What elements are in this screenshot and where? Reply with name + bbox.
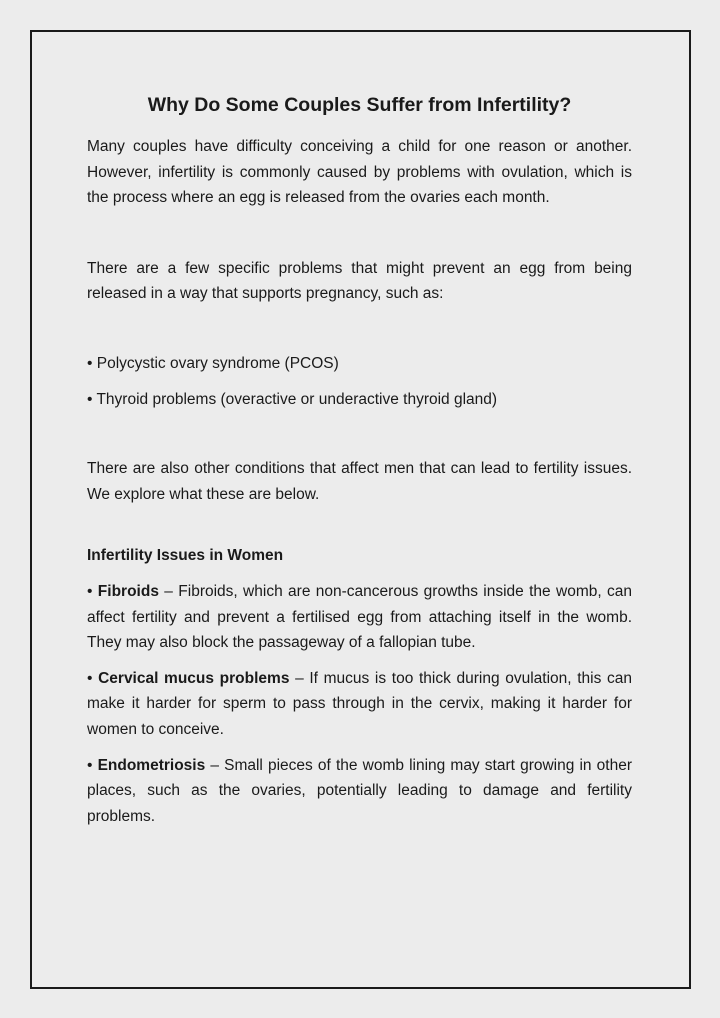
bullet-marker: • — [87, 669, 93, 687]
bullet-marker: • — [87, 756, 93, 774]
women-item-endometriosis — [87, 753, 632, 830]
item-dash: – — [210, 756, 219, 774]
document-body — [87, 86, 632, 829]
item-term: Endometriosis — [97, 756, 206, 774]
item-text: Fibroids, which are non-cancerous growths inside the womb, can affect fertility and prevent a fertilised egg from attaching itself in the womb. They may also block the passageway of a fallopian tube. — [87, 582, 633, 652]
women-item-cervical-mucus — [87, 666, 632, 743]
list-item-text: Polycystic ovary syndrome (PCOS) — [96, 354, 339, 372]
item-text: If mucus is too thick during ovulation, this can make it harder for sperm to pass through in the cervix, making it harder for women to conceive. — [87, 669, 632, 738]
item-term: Fibroids — [97, 582, 159, 600]
section-heading-women: Infertility Issues in Women — [87, 547, 284, 565]
list-item-thyroid — [87, 387, 632, 413]
item-dash: – — [164, 582, 173, 600]
bullet-marker: • — [87, 390, 93, 408]
item-dash: – — [295, 669, 304, 687]
intro-paragraph: Many couples have difficulty conceiving a child for one reason or another. However, infertility is commonly caused by problems with ovulation, which is the process where an egg is released from the ovaries each month. — [87, 138, 632, 207]
women-item-fibroids — [87, 579, 632, 656]
list-item-text: Thyroid problems (overactive or underactive thyroid gland) — [96, 390, 498, 408]
page-title: Why Do Some Couples Suffer from Infertility? — [147, 94, 572, 116]
bullet-marker: • — [87, 582, 93, 600]
men-intro-paragraph: There are also other conditions that affect men that can lead to fertility issues. We explore what these are below. — [87, 460, 632, 503]
list-item-pcos — [87, 351, 632, 377]
problems-intro-paragraph: There are a few specific problems that might prevent an egg from being released in a way that supports pregnancy, such as: — [87, 259, 632, 303]
item-term: Cervical mucus problems — [98, 669, 290, 687]
item-text: Small pieces of the womb lining may start growing in other places, such as the ovaries, potentially leading to damage and fertility problems. — [87, 756, 632, 825]
bullet-marker: • — [87, 354, 93, 372]
